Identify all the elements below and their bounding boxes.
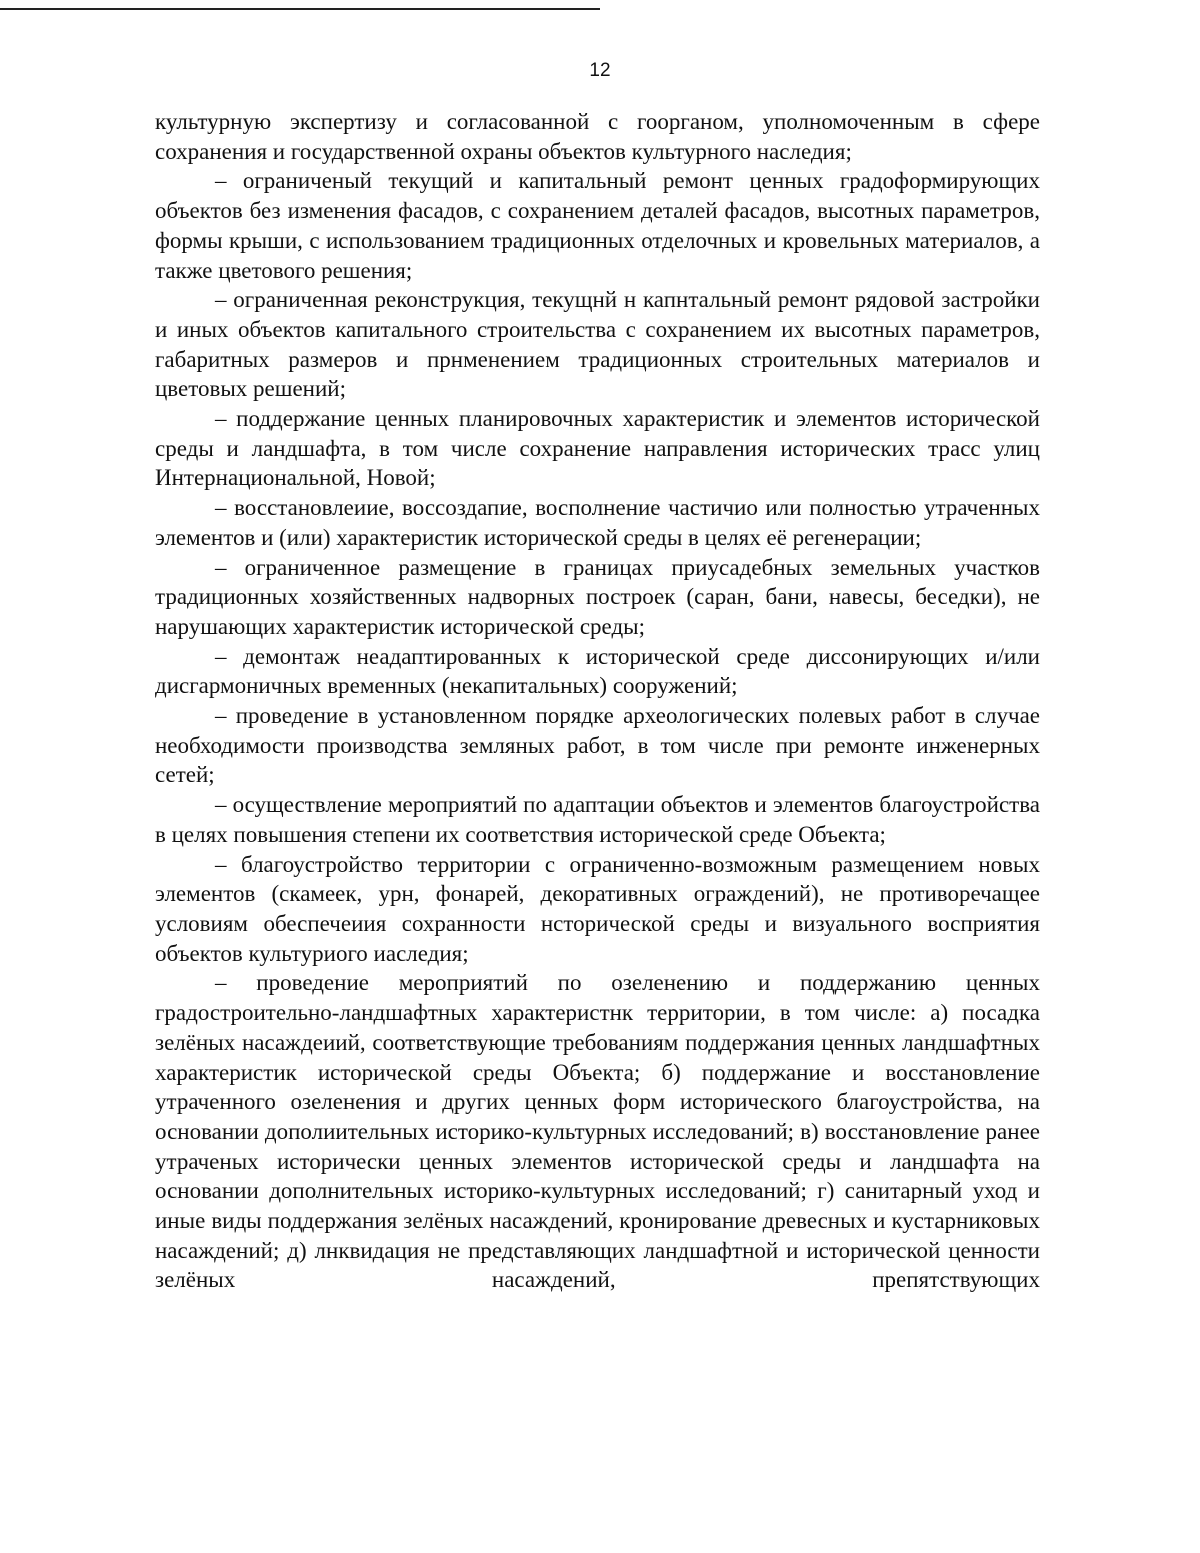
scan-edge-line	[0, 8, 600, 10]
paragraph-6: – ограниченное размещение в границах приусадебных земельных участков традиционных хозяйственных надворных построек (саран, бани, навесы, беседки), не нарушающих характеристик исторической среды;	[155, 554, 1040, 639]
paragraph-4: – поддержание ценных планировочных характеристик и элементов исторической среды и ландшафта, в том числе сохранение направления исторических трасс улиц Интернациональной, Новой;	[155, 406, 1040, 491]
paragraph-8: – проведение в установленном порядке археологических полевых работ в случае необходимости производства земляных работ, в том числе при ремонте инженерных сетей;	[155, 703, 1040, 788]
paragraph-11: – проведение мероприятий по озеленению и поддержанию ценных градостроительно-ландшафтных характеристнк территории, в том числе: а) посадка зелёных насаждеиий, соответствующие требованиям поддержания ценных ландшафтных характеристик исторической среды Объекта; б) поддержание и восстановление утраченного озеленения и других ценных форм исторического благоустройства, на основании дополиительных историко-культурных исследований; в) восстановление ранее утраченых исторически ценных элементов исторической среды и ландшафта на основании дополнительных историко-культурных исследований; г) санитарный уход и иные виды поддержания зелёных насаждений, кронирование древесных и кустарниковых насаждений; д) лнквидация не представляющих ландшафтной и исторической ценности зелёных насаждений, препятствующих	[155, 970, 1040, 1293]
paragraph-2: – ограниченый текущий и капитальный ремонт ценных градоформирующих объектов без изменения фасадов, с сохранением деталей фасадов, высотных параметров, формы крыши, с использованием традиционных отделочных и кровельных материалов, а также цветового решения;	[155, 168, 1040, 283]
paragraph-7: – демонтаж неадаптированных к исторической среде диссонирующих и/или дисгармоничных временных (некапитальных) сооружений;	[155, 643, 1040, 699]
paragraph-9: – осуществление мероприятий по адаптации объектов и элементов благоустройства в целях повышения степени их соответствия исторической среде Объекта;	[155, 792, 1040, 847]
paragraph-10: – благоустройство территории с ограниченно-возможным размещением новых элементов (скамеек, урн, фонарей, декоративных ограждений), не противоречащее условиям обеспечеиия сохранности нсторической среды и визуального восприятия объектов культуриого иаследия;	[155, 851, 1040, 966]
document-body	[155, 107, 1040, 1295]
page-number: 12	[589, 60, 611, 81]
paragraph-1: культурную экспертизу и согласованной с гоорганом, уполномоченным в сфере сохранения и государственной охраны объектов культурного наследия;	[155, 109, 1040, 164]
paragraph-5: – восстановлеиие, воссоздапие, восполнение частичио или полностью утраченных элементов и (или) характеристик исторической среды в целях её регенерации;	[155, 495, 1040, 550]
paragraph-3: – ограниченная реконструкция, текущнй н капнтальный ремонт рядовой застройки и иных объектов капитального строительства с сохранением их высотных параметров, габаритных размеров и прнменением традиционных строительных материалов и цветовых решений;	[155, 287, 1040, 402]
